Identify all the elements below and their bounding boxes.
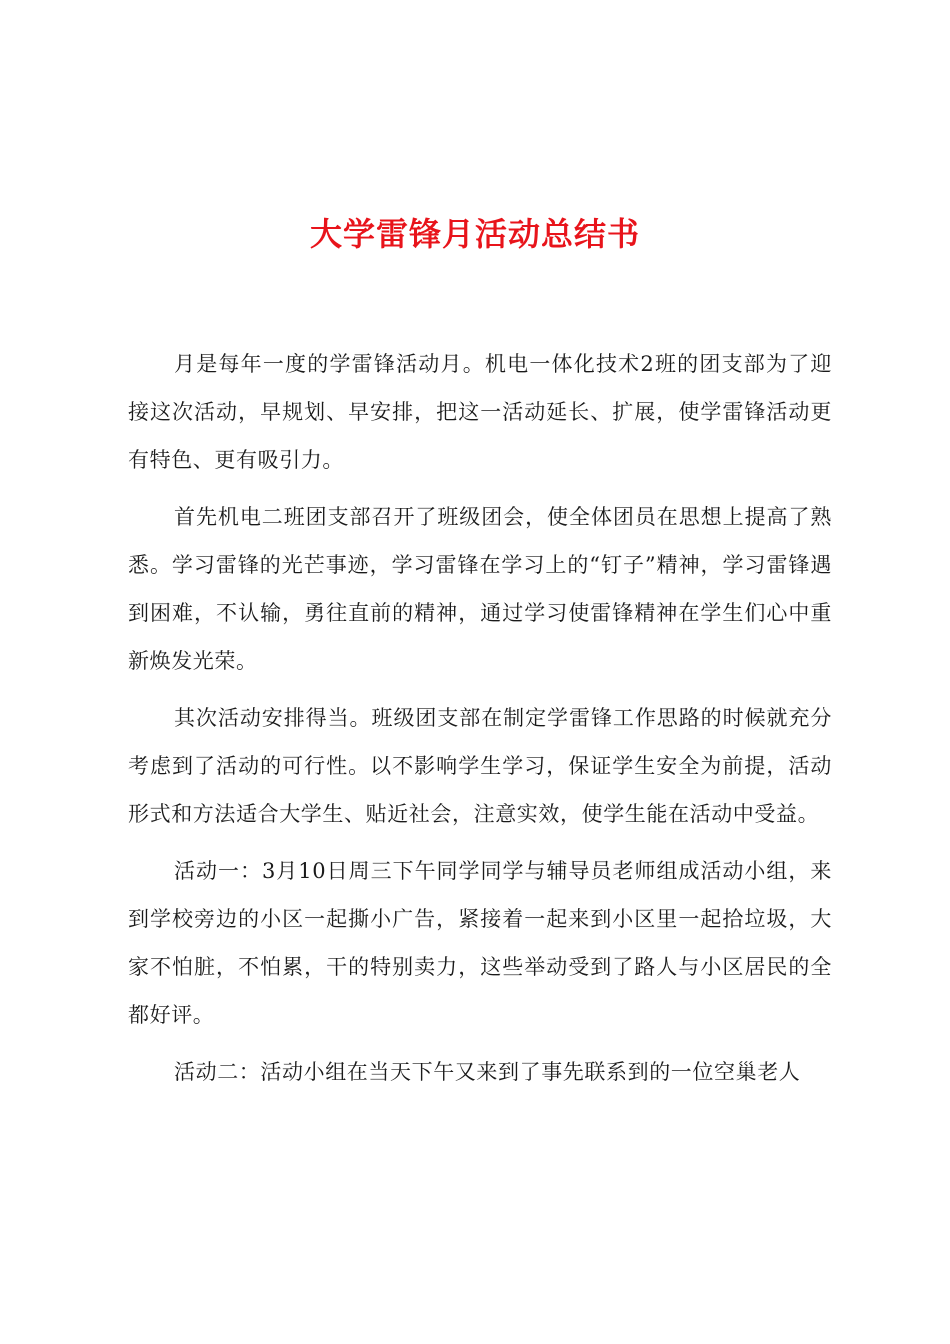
document-title: 大学雷锋月活动总结书: [309, 215, 640, 253]
document-body: [128, 340, 832, 1105]
paragraph-2: 首先机电二班团支部召开了班级团会，使全体团员在思想上提高了熟悉。学习雷锋的光芒事迹，学习雷锋在学习上的“钉子”精神，学习雷锋遇到困难，不认输，勇往直前的精神，通过学习使雷锋精神在学生们心中重新焕发光荣。: [128, 505, 832, 673]
paragraph-4: 活动一：3月10日周三下午同学同学与辅导员老师组成活动小组，来到学校旁边的小区一起撕小广告，紧接着一起来到小区里一起拾垃圾，大家不怕脏，不怕累，干的特别卖力，这些举动受到了路人与小区居民的全都好评。: [128, 859, 832, 1027]
paragraph-3: 其次活动安排得当。班级团支部在制定学雷锋工作思路的时候就充分考虑到了活动的可行性。以不影响学生学习，保证学生安全为前提，活动形式和方法适合大学生、贴近社会，注意实效，使学生能在活动中受益。: [128, 706, 832, 826]
paragraph-1: 月是每年一度的学雷锋活动月。机电一体化技术2班的团支部为了迎接这次活动，早规划、早安排，把这一活动延长、扩展，使学雷锋活动更有特色、更有吸引力。: [128, 352, 832, 472]
paragraph-5: 活动二：活动小组在当天下午又来到了事先联系到的一位空巢老人: [174, 1060, 801, 1084]
